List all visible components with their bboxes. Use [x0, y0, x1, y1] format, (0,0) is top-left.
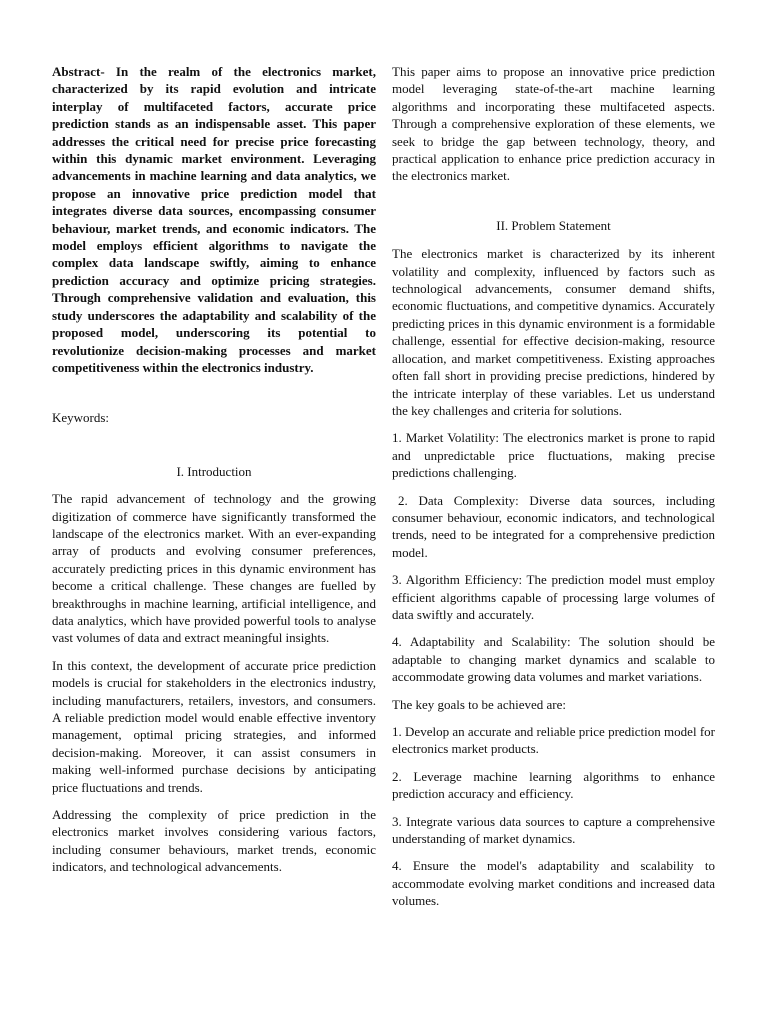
keywords: Keywords:: [52, 410, 110, 426]
challenge-item: 1. Market Volatility: The electronics market is prone to rapid and unpredictable price fluctuations, making precise predictions challenging.: [392, 430, 715, 481]
abstract: Abstract- In the realm of the electronics market, characterized by its rapid evolution and intricate interplay of multifaceted factors, accurate price prediction stands as an indispensable asset. This paper addresses the critical need for precise price forecasting within this dynamic market environment. Leveraging advancements in machine learning and data analytics, we propose an innovative price prediction model that integrates diverse data sources, encompassing consumer behaviour, market trends, and economic indicators. The model employs efficient algorithms to navigate the complex data landscape swiftly, aiming to enhance prediction accuracy and optimize pricing strategies. Through comprehensive validation and evaluation, this study underscores the adaptability and scalability of the proposed model, underscoring its potential to revolutionize decision-making processes and market competitiveness within the electronics industry.: [52, 64, 376, 375]
goal-item: 1. Develop an accurate and reliable price prediction model for electronics market products.: [392, 724, 715, 757]
section-heading-introduction: I. Introduction: [176, 463, 252, 479]
challenge-item: 3. Algorithm Efficiency: The prediction model must employ efficient algorithms capable of processing large volumes of data swiftly and accurately.: [392, 572, 715, 622]
intro-paragraph: In this context, the development of accurate price prediction models is crucial for stakeholders in the electronics industry, including manufacturers, retailers, investors, and consumers. A reliable prediction model would enable effective inventory management, optimal pricing strategies, and informed decision-making. Moreover, it can assist consumers in making well-informed purchase decisions by anticipating price fluctuations and trends.: [52, 657, 376, 795]
goal-item: 3. Integrate various data sources to capture a comprehensive understanding of market dynamics.: [392, 813, 715, 847]
right-column: [392, 63, 715, 920]
challenge-item: 4. Adaptability and Scalability: The solution should be adaptable to changing market dynamics and scalable to accommodate growing data volumes and market variations.: [392, 634, 715, 685]
intro-paragraph-continued: This paper aims to propose an innovative price prediction model leveraging state-of-the-art machine learning algorithms and incorporating these multifaceted aspects. Through a comprehensive exploration of these elements, we seek to bridge the gap between technology, theory, and practical application to enhance price prediction accuracy in the electronics market.: [392, 64, 715, 184]
challenge-item: 2. Data Complexity: Diverse data sources, including consumer behaviour, economic indicators, and technological trends, need to be integrated for a comprehensive prediction model.: [392, 492, 715, 560]
goal-item: 4. Ensure the model's adaptability and scalability to accommodate evolving market conditions and increased data volumes.: [392, 858, 715, 909]
goals-intro: The key goals to be achieved are:: [392, 696, 566, 712]
left-column: [52, 63, 376, 886]
problem-intro-paragraph: The electronics market is characterized by its inherent volatility and complexity, influenced by factors such as technological advancements, consumer demand shifts, economic fluctuations, and competitive dynamics. Accurately predicting prices in this dynamic environment is a formidable challenge, essential for effective decision-making, resource allocation, and market competitiveness. Existing approaches often fall short in providing precise predictions, hindered by the intricate interplay of these variables. Let us understand the key challenges and criteria for solutions.: [392, 246, 715, 418]
section-heading-problem-statement: II. Problem Statement: [496, 217, 611, 233]
intro-paragraph: The rapid advancement of technology and the growing digitization of commerce have significantly transformed the landscape of the electronics market. With an ever-expanding array of products and evolving consumer preferences, accurately predicting prices in this dynamic environment has become a critical challenge. These changes are fuelled by breakthroughs in machine learning, artificial intelligence, and data analytics, which have provided powerful tools to analyse vast volumes of data and extract meaningful insights.: [52, 491, 376, 646]
intro-paragraph: Addressing the complexity of price prediction in the electronics market involves considering various factors, including consumer behaviours, market trends, economic indicators, and technological advancements.: [52, 807, 376, 875]
goal-item: 2. Leverage machine learning algorithms to enhance prediction accuracy and efficiency.: [392, 768, 715, 802]
